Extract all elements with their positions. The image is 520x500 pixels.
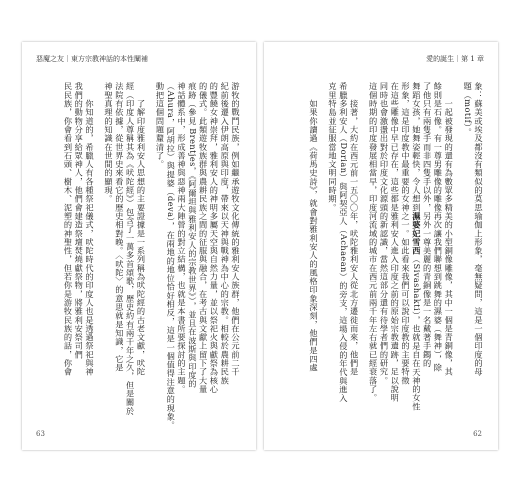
text-column: 這個時期的印度發展相當早，印度河流域的城市在西元前兩千年左右就已經衰落了。 — [368, 82, 379, 403]
text-column: 形象，這是印度教中最重要的女神之一。如此看來我們可以說印度教的主要特徵 — [401, 82, 412, 385]
column-text-rest: （Sivashakti），也就是自在天神的女性 — [411, 255, 422, 411]
text-column: （Ahura，阿胡拉）與提婆（deva），在兩地的地位恰好相反，這是一個值得注意的現象。 — [166, 82, 177, 430]
page-number: 62 — [473, 430, 482, 438]
text-column: 象：蘇美或埃及都沒有類似的莫思瑜伽上形象，毫無疑問，這是一個印度的母 — [474, 82, 484, 377]
text-column: 紀前後遷入伊朗高原與印度，帶來以天神與戰神為中心的宗教。相較於農耕民族 — [220, 82, 231, 385]
paragraph-start-column: 接著，大約在西元前一五〇〇年，吠陀雅利安人從北方遷徙而來，他們是 — [349, 99, 360, 377]
text-column: 題（motif）。 — [463, 82, 474, 137]
text-column: 神聖真理的知識在世間的顯現。 — [104, 82, 115, 204]
emphasized-term: 濕婆妃雪西 — [411, 211, 422, 255]
text-column: 痕跡（參見 Brentjes，《阿爾坦與雅利安人的宗教世界》），並且在波斯與印度的 — [187, 82, 198, 389]
left-page — [22, 42, 256, 450]
paragraph-start-column: 如果你讀過《荷馬史詩》，就會對雅利安人的風格印象深刻，他們是四處 — [309, 99, 320, 373]
text-column: 民民族，你會看到石頭、樹木、泥塑的神聖性，但若你是游牧民族的話，你會 — [63, 82, 74, 377]
text-column: 餘則是石像。有一尊男雕像的雕像再次讓我們聯想到跳舞的濕婆（舞神），除 — [433, 82, 444, 372]
page-body — [36, 82, 241, 432]
text-column: 的儀式。此類遊牧族群與農耕民族之間的征服與融合，在考古與文獻上留下了大量 — [198, 82, 209, 394]
right-page — [264, 42, 498, 450]
text-column-with-emphasis — [411, 82, 422, 432]
text-column: 的豐饒女神崇拜，雅利安人的神明多屬天空與自然力量，並以祭祀火與獻祭為核心 — [209, 82, 220, 394]
paragraph-start-column: 你知道的，希臘人有各種祭祀儀式，吠陀時代的印度人也是透過祭祀與神 — [85, 99, 96, 377]
running-head: 愛的誕生｜第 1 章 — [426, 55, 484, 63]
text-column: 在這些雕像中早已存在，這些都是雅利安人進入印度之前的原始宗教遺跡，足以說明 — [390, 82, 401, 403]
text-column: 游牧的戰鬥民族，例如繼承遊牧文化傳統的雅利安人族群，他們在公元前二千 — [231, 82, 241, 377]
text-column: 我們的動物分享給眾神人，他們會建造祭壇焚燒獻祭物，將雅利安祭司們 — [74, 82, 85, 359]
text-column: 希臘多利安人（Dorian）與阿契亞人（Achaean）的旁支，這場入侵的年代與進入 — [338, 82, 349, 403]
text-column: 神話體系中，形成善神與惡神兩大陣營的對立結構，也就是本書所要探討的主題。 — [177, 82, 188, 394]
text-column: 同時也會激盪出對於印度文化源頭的新認識，當然這部分還有待學者們的研究。 — [379, 82, 390, 385]
page-body — [279, 82, 484, 432]
paragraph-start-column: 了解印度雅利安人思想的主要證據是一系列稱為吠陀經的古老文獻，吠陀 — [136, 99, 147, 377]
running-head: 惡魔之友｜東方宗教神話的本性闡補 — [36, 55, 148, 63]
text-column: 了他只有兩隻手而非四隻手以外，另外一尊美麗的青銅像是一名戴著手鐲的 — [422, 82, 433, 368]
column-text: 舞蹈女孩，她舞姿輕快，令人想到 — [411, 82, 422, 212]
paragraph-start-column: 一起被發現的還有為數眾多精美的小型銅像雕像，其中一個是青銅像，其 — [444, 99, 455, 377]
text-column: 經（印度人尊稱其為《吠陀經》）包含了一萬多首頌歌，歷史約有兩千年之久，但是關於 — [125, 82, 136, 416]
text-column: 動把這個問題釐清了。 — [155, 82, 166, 169]
page-number: 63 — [36, 430, 45, 438]
text-column: 克里特島並征服當地文明同時期。 — [328, 82, 339, 212]
text-column: 法院有依據，從世界史來看它的歷史相對晚。〈吠陀〉的意思就是知識，它是 — [114, 82, 125, 372]
